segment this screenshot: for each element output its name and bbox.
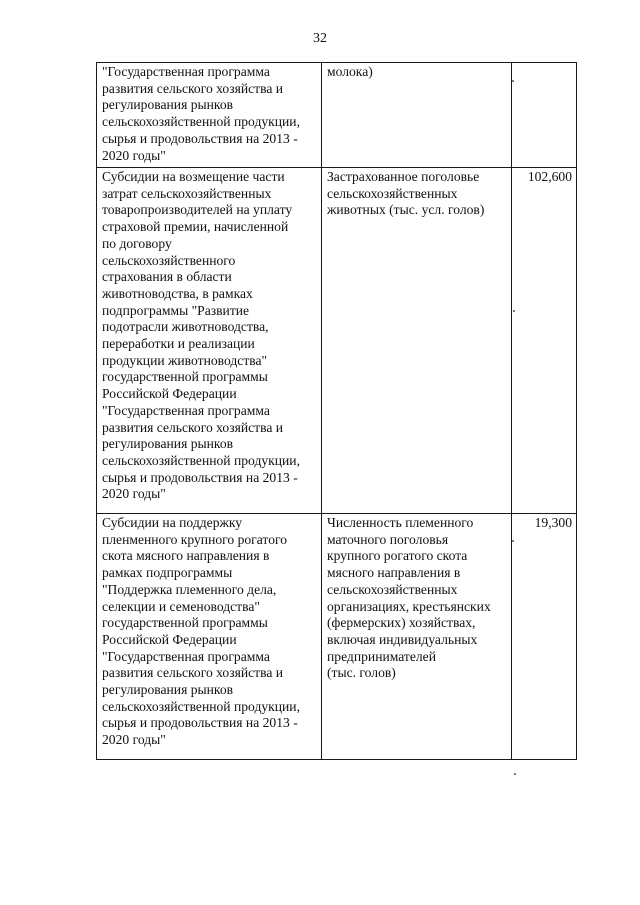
value-text: 102,600 — [527, 169, 572, 184]
indicator-text: молока) — [327, 64, 373, 79]
measure-text: "Государственная программа развития сельского хозяйства и регулирования рынков сельскохозяйственной продукции, сырья и продовольствия на 2013 - 2020 годы" — [102, 64, 300, 163]
page-number: 32 — [313, 31, 327, 46]
indicator-text: Численность племенного маточного поголовья крупного рогатого скота мясного направления в сельскохозяйственных организациях, крестьянских (фермерских) хозяйствах, включая индивидуальных предпринимателей (тыс. голов) — [327, 515, 491, 681]
table-row — [97, 63, 577, 168]
indicator-cell — [322, 168, 512, 514]
scan-speck — [514, 773, 516, 775]
table-row — [97, 168, 577, 514]
subsidy-table — [96, 62, 577, 760]
measure-cell — [97, 514, 322, 760]
measure-cell — [97, 168, 322, 514]
value-cell — [512, 168, 577, 514]
value-cell — [512, 63, 577, 168]
measure-text: Субсидии на возмещение части затрат сельскохозяйственных товаропроизводителей на уплату страховой премии, начисленной по договору сельскохозяйственного страхования в области животноводства, в рамках подпрограммы "Развитие подотрасли животноводства, переработки и реализации продукции животноводства" государственной программы Российской Федерации "Государственная программа развития сельского хозяйства и регулирования рынков сельскохозяйственной продукции, сырья и продовольствия на 2013 - 2020 годы" — [102, 169, 300, 502]
scan-speck — [512, 540, 514, 542]
measure-cell — [97, 63, 322, 168]
indicator-text: Застрахованное поголовье сельскохозяйственных животных (тыс. усл. голов) — [327, 169, 485, 218]
value-text: 19,300 — [534, 515, 572, 530]
scan-speck — [512, 80, 514, 82]
table-row — [97, 514, 577, 760]
measure-text: Субсидии на поддержку пленменного крупного рогатого скота мясного направления в рамках подпрограммы "Поддержка племенного дела, селекции и семеноводства" государственной программы Российской Федерации "Государственная программа развития сельского хозяйства и регулирования рынков сельскохозяйственной продукции, сырья и продовольствия на 2013 - 2020 годы" — [102, 515, 300, 748]
indicator-cell — [322, 514, 512, 760]
indicator-cell — [322, 63, 512, 168]
value-cell — [512, 514, 577, 760]
scan-speck — [513, 310, 515, 312]
